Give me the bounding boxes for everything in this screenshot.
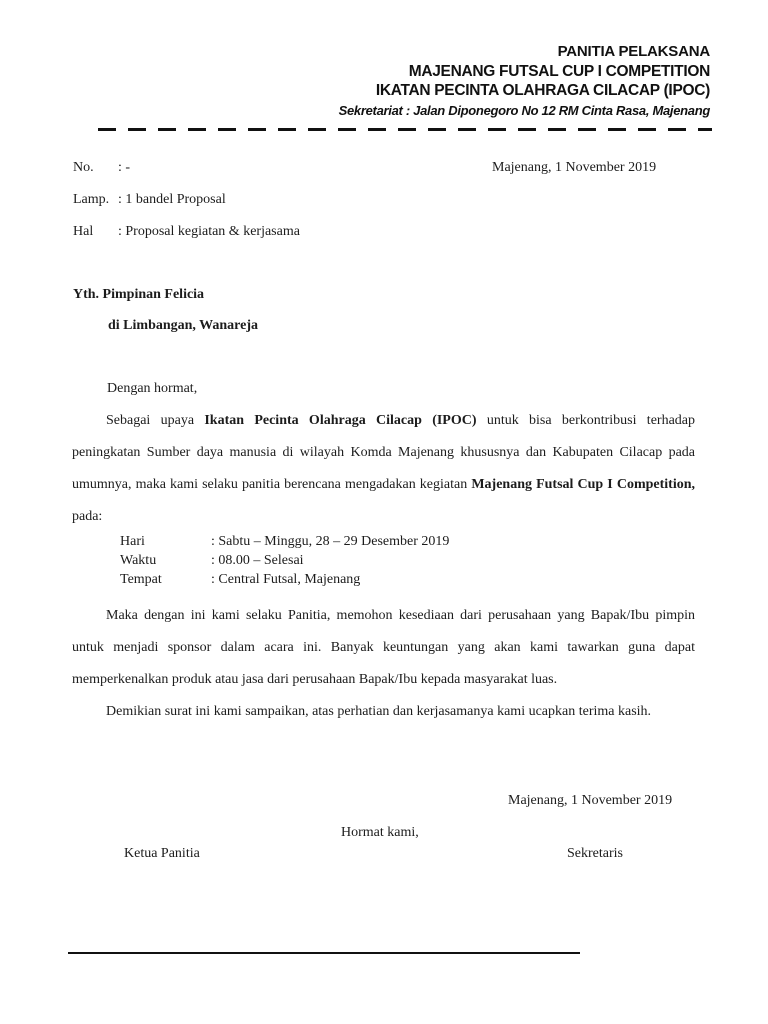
letter-date: Majenang, 1 November 2019: [492, 160, 657, 175]
subject-value: : Proposal kegiatan & kerjasama: [118, 224, 300, 239]
intro-text-a: Sebagai upaya: [106, 413, 205, 428]
paragraph-intro: [72, 405, 695, 533]
detail-day-label: Hari: [120, 534, 145, 549]
detail-place-value: : Central Futsal, Majenang: [211, 572, 361, 587]
attachment-label: Lamp.: [73, 192, 110, 207]
attachment-value: : 1 bandel Proposal: [118, 192, 226, 207]
detail-day-value: : Sabtu – Minggu, 28 – 29 Desember 2019: [211, 534, 450, 549]
intro-text-c: pada:: [72, 509, 103, 524]
paragraph-request: [72, 600, 695, 696]
letterhead-event-title: MAJENANG FUTSAL CUP I COMPETITION: [408, 63, 710, 80]
letterhead-address: Sekretariat : Jalan Diponegoro No 12 RM Cinta Rasa, Majenang: [338, 103, 710, 118]
recipient-name: Yth. Pimpinan Felicia: [73, 287, 205, 302]
closing-salutation: Hormat kami,: [341, 825, 419, 840]
footer-rule: [68, 952, 580, 954]
subject-label: Hal: [73, 224, 94, 239]
signatory-secretary-title: Sekretaris: [567, 846, 623, 861]
request-text: Maka dengan ini kami selaku Panitia, memohon kesediaan dari perusahaan yang Bapak/Ibu pimpin untuk menjadi sponsor dalam acara ini. Banyak keuntungan yang akan kami tawarkan guna dapat memperkenalkan produk atau jasa dari perusahaan Bapak/Ibu kepada masyarakat luas.: [72, 608, 695, 687]
number-label: No.: [73, 160, 94, 175]
organization-name: Ikatan Pecinta Olahraga Cilacap (IPOC): [204, 413, 477, 428]
detail-place-label: Tempat: [120, 572, 162, 587]
recipient-location: di Limbangan, Wanareja: [108, 318, 259, 333]
number-value: : -: [118, 160, 131, 175]
signatory-chair-title: Ketua Panitia: [124, 846, 200, 861]
letterhead-organization: IKATAN PECINTA OLAHRAGA CILACAP (IPOC): [375, 82, 710, 99]
letterhead-committee: PANITIA PELAKSANA: [557, 43, 710, 60]
closing-date: Majenang, 1 November 2019: [508, 793, 673, 808]
closing-text: Demikian surat ini kami sampaikan, atas perhatian dan kerjasamanya kami ucapkan terima kasih.: [106, 704, 652, 719]
detail-time-label: Waktu: [120, 553, 157, 568]
greeting: Dengan hormat,: [107, 381, 198, 396]
paragraph-closing: [72, 696, 695, 728]
intro-text-b: untuk bisa berkontribusi terhadap peningkatan Sumber daya manusia di wilayah Komda Majenang khususnya dan Kabupaten Cilacap pada umumnya, maka kami selaku panitia berencana mengadakan kegiatan: [72, 413, 696, 492]
detail-time-value: : 08.00 – Selesai: [211, 553, 304, 568]
event-name: Majenang Futsal Cup I Competition,: [471, 477, 695, 492]
letterhead-divider: [98, 128, 712, 131]
